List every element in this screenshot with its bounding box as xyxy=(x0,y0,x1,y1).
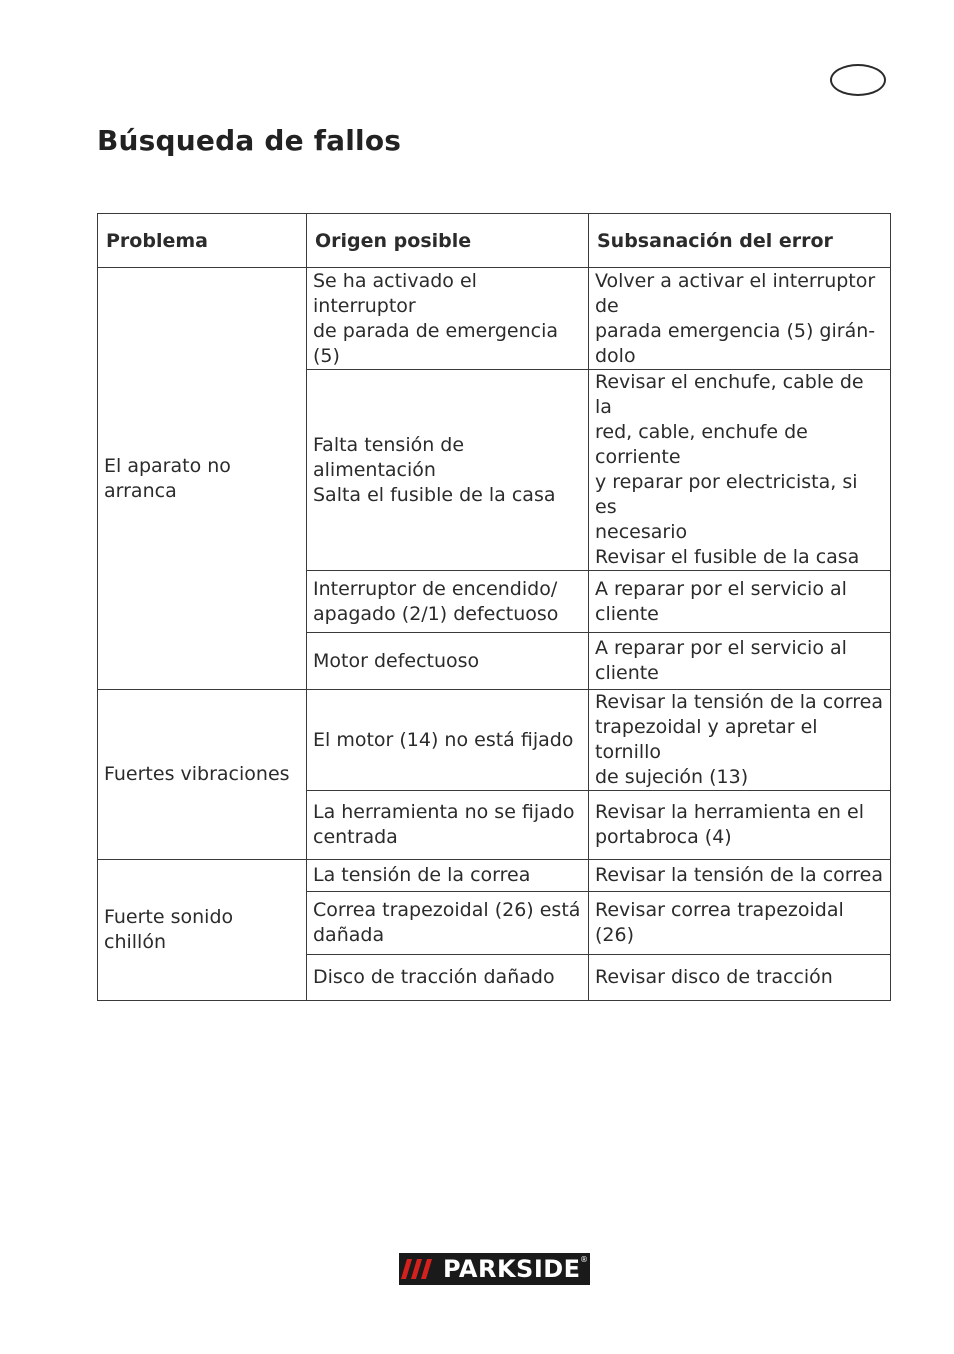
remedy-cell: Revisar la tensión de la correa xyxy=(589,860,891,892)
cause-cell: Disco de tracción dañado xyxy=(307,955,589,1001)
remedy-cell: A reparar por el servicio al cliente xyxy=(589,633,891,690)
remedy-cell: Revisar la herramienta en el portabroca (4) xyxy=(589,791,891,860)
problem-cell: Fuerte sonido chillón xyxy=(98,860,307,1001)
cause-cell: El motor (14) no está fijado xyxy=(307,690,589,791)
header-cause: Origen posible xyxy=(307,214,589,268)
remedy-cell: Revisar correa trapezoidal (26) xyxy=(589,892,891,955)
remedy-cell: A reparar por el servicio al cliente xyxy=(589,571,891,633)
remedy-cell: Revisar el enchufe, cable de la red, cable, enchufe de corriente y reparar por electricista, si es necesario Revisar el fusible de la casa xyxy=(589,370,891,571)
table-row xyxy=(98,860,891,892)
header-problem: Problema xyxy=(98,214,307,268)
parkside-logo xyxy=(399,1253,590,1285)
problem-cell: El aparato no arranca xyxy=(98,268,307,690)
page-title: Búsqueda de fallos xyxy=(97,124,402,157)
remedy-cell: Revisar disco de tracción xyxy=(589,955,891,1001)
remedy-cell: Volver a activar el interruptor de parada emergencia (5) girán- dolo xyxy=(589,268,891,370)
table-row xyxy=(98,690,891,791)
cause-cell: Interruptor de encendido/ apagado (2/1) defectuoso xyxy=(307,571,589,633)
problem-cell: Fuertes vibraciones xyxy=(98,690,307,860)
logo-registered-mark: ® xyxy=(580,1255,588,1264)
remedy-cell: Revisar la tensión de la correa trapezoidal y apretar el tornillo de sujeción (13) xyxy=(589,690,891,791)
cause-cell: Se ha activado el interruptor de parada de emergencia (5) xyxy=(307,268,589,370)
table-header-row xyxy=(98,214,891,268)
cause-cell: Correa trapezoidal (26) está dañada xyxy=(307,892,589,955)
logo-wordmark: PARKSIDE xyxy=(443,1255,581,1283)
cause-cell: Motor defectuoso xyxy=(307,633,589,690)
troubleshooting-table xyxy=(97,213,891,1001)
cause-cell: La herramienta no se fijado centrada xyxy=(307,791,589,860)
header-remedy: Subsanación del error xyxy=(589,214,891,268)
language-oval-icon xyxy=(830,64,886,96)
logo-stripes-icon xyxy=(399,1253,441,1285)
cause-cell: Falta tensión de alimentación Salta el fusible de la casa xyxy=(307,370,589,571)
cause-cell: La tensión de la correa xyxy=(307,860,589,892)
table-row xyxy=(98,268,891,370)
